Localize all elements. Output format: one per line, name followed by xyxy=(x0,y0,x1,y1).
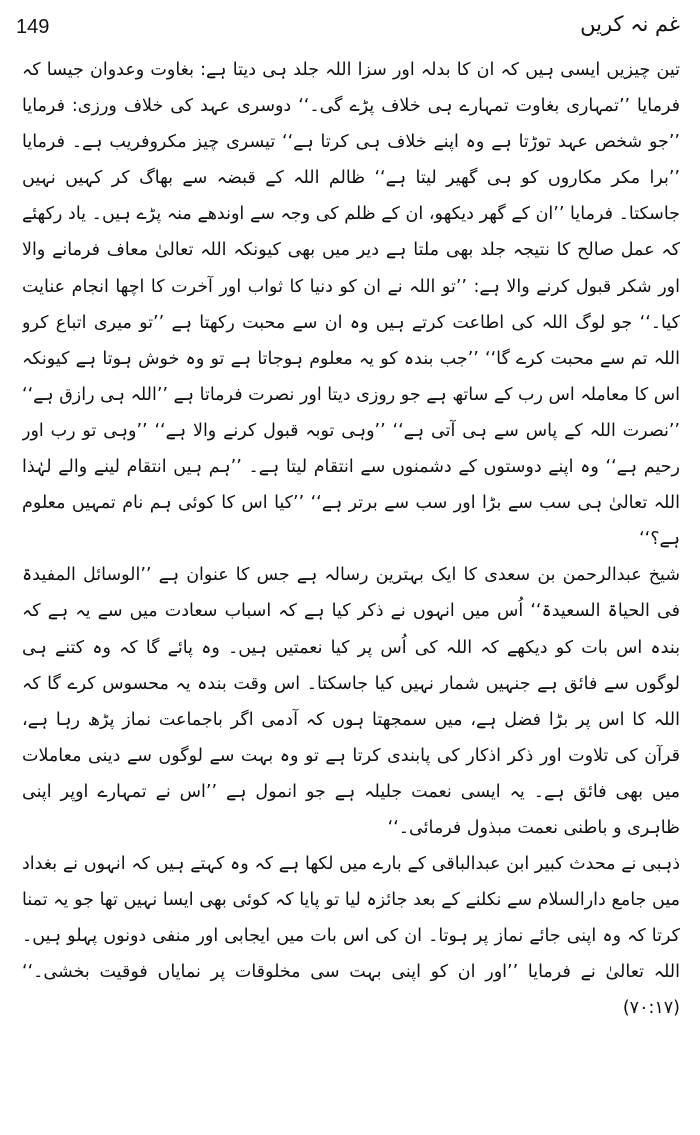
paragraph: ذہبی نے محدث کبیر ابن عبدالباقی کے بارے میں لکھا ہے کہ وہ کہتے ہیں کہ انہوں نے بغداد میں جامع دارالسلام سے نکلنے کے بعد جائزہ لیا تو پایا کہ کوئی بھی ایسا نہیں تھا جو یہ تمنا کرتا کہ وہ اپنی جائے نماز پر ہوتا۔ ان کی اس بات میں ایجابی اور منفی دونوں پہلو ہیں۔ اللہ تعالیٰ نے فرمایا ’’اور ان کو اپنی بہت سی مخلوقات پر نمایاں فوقیت بخشی۔‘‘ (۷۰:۱۷) xyxy=(22,854,680,1019)
paragraph: شیخ عبدالرحمن بن سعدی کا ایک بہترین رسالہ ہے جس کا عنوان ہے ’’الوسائل المفیدۃ فی الحیاۃ السعیدۃ‘‘ اُس میں انہوں نے ذکر کیا ہے کہ اسباب سعادت میں سے یہ ہے کہ بندہ اس بات کو دیکھے کہ اللہ کی اُس پر کیا نعمتیں ہیں۔ وہ پائے گا کہ وہ کتنے ہی لوگوں سے فائق ہے جنہیں شمار نہیں کیا جاسکتا۔ اس وقت بندہ یہ محسوس کرے گا کہ اللہ کا اس پر بڑا فضل ہے، میں سمجھتا ہوں کہ آدمی اگر باجماعت نماز پڑھ رہا ہے، قرآن کی تلاوت اور ذکر اذکار کی پابندی کرتا ہے تو وہ بہت سے لوگوں سے دینی معاملات میں بھی فائق ہے۔ یہ ایسی نعمت جلیلہ ہے جو انمول ہے ’’اس نے تمہارے اوپر اپنی ظاہری و باطنی نعمت مبذول فرمائی۔‘‘ xyxy=(22,565,680,838)
book-title: غم نہ کریں xyxy=(580,12,680,36)
paragraph: تین چیزیں ایسی ہیں کہ ان کا بدلہ اور سزا اللہ جلد ہی دیتا ہے: بغاوت وعدوان جیسا کہ فرمایا ’’تمہاری بغاوت تمہارے ہی خلاف پڑے گی۔‘‘ دوسری عہد کی خلاف ورزی: فرمایا ’’جو شخص عہد توڑتا ہے وہ اپنے خلاف ہی کرتا ہے‘‘ تیسری چیز مکروفریب ہے۔ فرمایا ’’برا مکر مکاروں کو ہی گھیر لیتا ہے‘‘ ظالم اللہ کے قبضہ سے بھاگ کر کہیں نہیں جاسکتا۔ فرمایا ’’ان کے گھر دیکھو، ان کے ظلم کی وجہ سے اوندھے منہ پڑے ہیں۔ یاد رکھئے کہ عمل صالح کا نتیجہ جلد بھی ملتا ہے دیر میں بھی کیونکہ اللہ تعالیٰ معاف فرمانے والا اور شکر قبول کرنے والا ہے: ’’تو اللہ نے ان کو دنیا کا ثواب اور آخرت کا اچھا انجام عنایت کیا۔‘‘ جو لوگ اللہ کی اطاعت کرتے ہیں وہ ان سے محبت رکھتا ہے ’’تو میری اتباع کرو اللہ تم سے محبت کرے گا‘‘ ’’جب بندہ کو یہ معلوم ہوجاتا ہے تو وہ خوش ہوتا ہے کیونکہ اس کا معاملہ اس رب کے ساتھ ہے جو روزی دیتا اور نصرت فرماتا ہے ’’اللہ ہی رازق ہے‘‘ ’’نصرت اللہ کے پاس سے ہی آتی ہے‘‘ ’’وہی توبہ قبول کرنے والا ہے‘‘ ’’وہی تو رب اور رحیم ہے‘‘ وہ اپنے دوستوں کے دشمنوں سے انتقام لیتا ہے۔ ’’ہم ہیں انتقام لینے والے لہٰذا اللہ تعالیٰ ہی سب سے بڑا اور سب سے برتر ہے‘‘ ’’کیا اس کا کوئی ہم نام تمہیں معلوم ہے؟‘‘ xyxy=(22,60,680,550)
page-header xyxy=(0,12,700,46)
body-text xyxy=(22,52,680,1027)
page-number: 149 xyxy=(16,16,50,38)
